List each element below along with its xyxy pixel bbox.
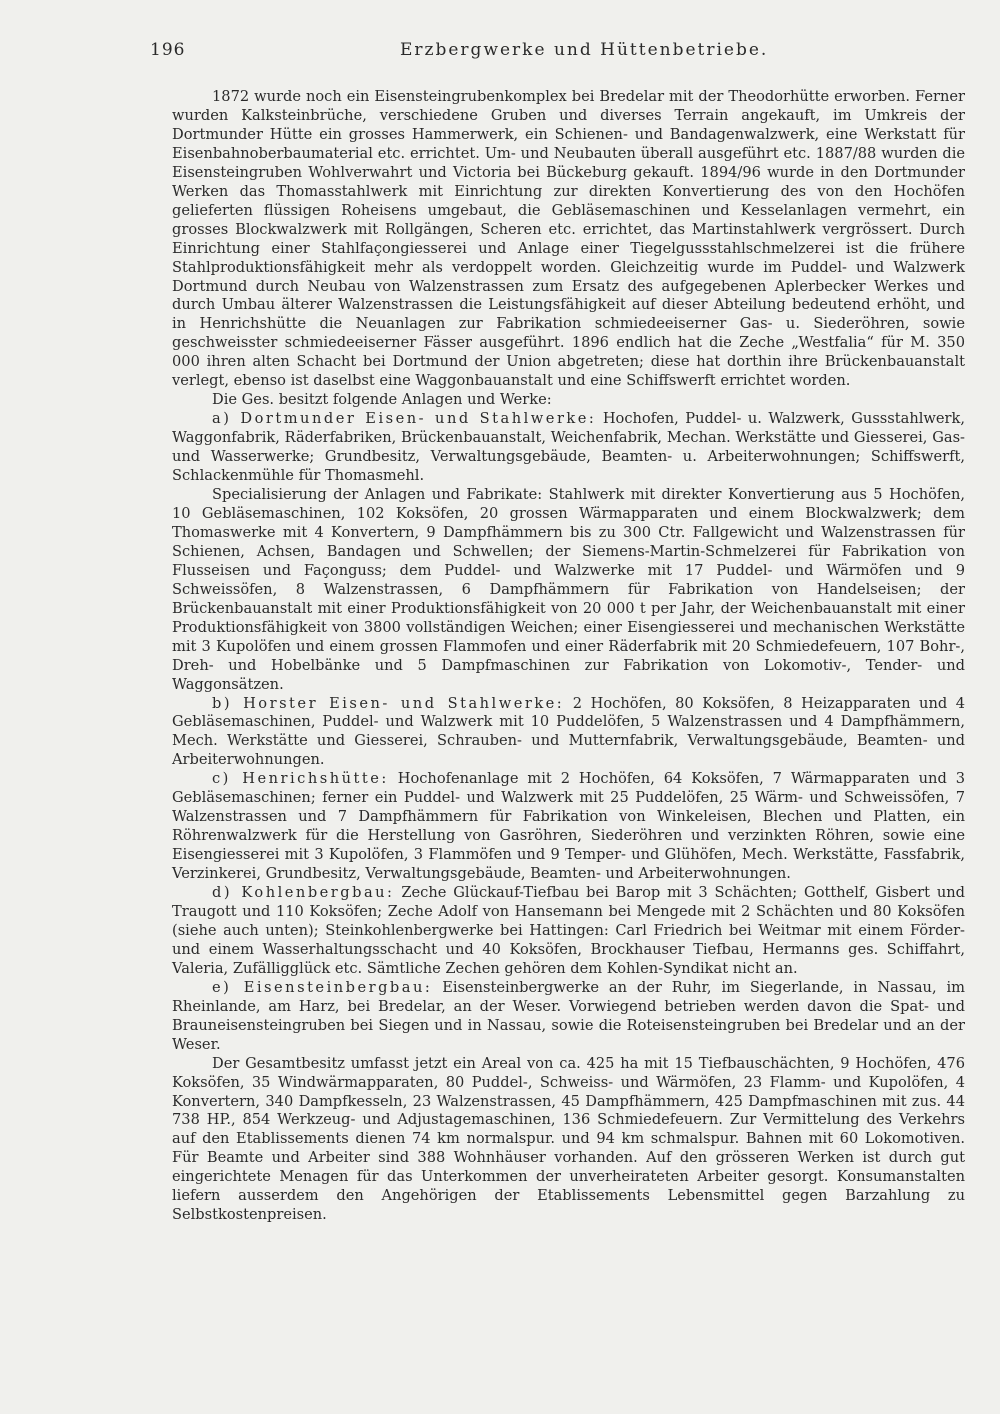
section-a [172,410,965,486]
section-d-label: d) Kohlenbergbau: [212,884,395,902]
paragraph-history: 1872 wurde noch ein Eisensteingrubenkomplex bei Bredelar mit der Theodorhütte erworben. Ferner wurden Kalksteinbrüche, verschiedene Gruben und diverses Terrain angekauft, im Umkreis der Dortmunder Hütte ein grosses Hammerwerk, ein Schienen- und Bandagenwalzwerk, eine Werkstatt für Eisenbahnoberbaumaterial etc. errichtet. Um- und Neubauten überall ausgeführt etc. 1887/88 wurden die Eisensteingruben Wohlverwahrt und Victoria bei Bückeburg gekauft. 1894/96 wurde in den Dortmunder Werken das Thomasstahlwerk mit Einrichtung zur direkten Konvertierung des von den Hochöfen gelieferten flüssigen Roheisens umgebaut, die Gebläsemaschinen und Kesselanlagen vermehrt, ein grosses Blockwalzwerk mit Rollgängen, Scheren etc. errichtet, das Martinstahlwerk vergrössert. Durch Einrichtung einer Stahlfaçongiesserei und Anlage einer Tiegelgussstahlschmelzerei ist die frühere Stahlproduktionsfähigkeit mehr als verdoppelt worden. Gleichzeitig wurde im Puddel- und Walzwerk Dortmund durch Neubau von Walzenstrassen zum Ersatz des aufgegebenen Aplerbecker Werkes und durch Umbau älterer Walzenstrassen die Leistungsfähigkeit auf dieser Abteilung bedeutend erhöht, und in Henrichshütte die Neuanlagen zur Fabrikation schmiedeeiserner Gas- u. Siederöhren, sowie geschweisster schmiedeeiserner Fässer ausgeführt. 1896 endlich hat die Zeche „Westfalia“ für M. 350 000 ihren alten Schacht bei Dortmund der Union abgetreten; diese hat dorthin ihre Brückenbauanstalt verlegt, ebenso ist daselbst eine Waggonbauanstalt und eine Schiffswerft errichtet worden. [172,88,965,390]
section-c-label: c) Henrichshütte: [212,770,389,788]
section-e [172,979,965,1055]
section-a-label: a) Dortmunder Eisen- und Stahlwerke: [212,410,597,428]
section-d [172,884,965,979]
section-a-text: Hochofen, Puddel- u. Walzwerk, Gussstahlwerk, Waggonfabrik, Räderfabriken, Brückenbauanstalt, Weichenfabrik, Mechan. Werkstätte und Giesserei, Gas- und Wasserwerke; Grundbesitz, Verwaltungsgebäude, Beamten- u. Arbeiterwohnungen; Schiffswerft, Schlackenmühle für Thomasmehl. [172,410,966,485]
paragraph-closing: Der Gesamtbesitz umfasst jetzt ein Areal von ca. 425 ha mit 15 Tiefbauschächten, 9 Hochöfen, 476 Koksöfen, 35 Windwärmapparaten, 80 Puddel-, Schweiss- und Wärmöfen, 23 Flamm- und Kupolöfen, 4 Konvertern, 340 Dampfkesseln, 23 Walzenstrassen, 45 Dampfhämmern, 425 Dampfmaschinen mit zus. 44 738 HP., 854 Werkzeug- und Adjustagemaschinen, 136 Schmiedefeuern. Zur Vermittelung des Verkehrs auf den Etablissements dienen 74 km normalspur. und 94 km schmalspur. Bahnen mit 60 Lokomotiven. Für Beamte und Arbeiter sind 388 Wohnhäuser vorhanden. Auf den grösseren Werken ist durch gut eingerichtete Menagen für das Unterkommen der unverheirateten Arbeiter gesorgt. Konsumanstalten liefern ausserdem den Angehörigen der Etablissements Lebensmittel gegen Barzahlung zu Selbstkostenpreisen. [172,1054,965,1224]
section-c [172,770,965,884]
section-e-text: Eisensteinbergwerke an der Ruhr, im Siegerlande, in Nassau, im Rheinlande, am Harz, bei Bredelar, an der Weser. Vorwiegend betrieben werden davon die Spat- und Brauneisensteingruben bei Siegen und in Nassau, sowie die Roteisensteingruben bei Bredelar und an der Weser. [172,978,965,1053]
section-b-text: 2 Hochöfen, 80 Koksöfen, 8 Heizapparaten und 4 Gebläsemaschinen, Puddel- und Walzwerk mit 10 Puddelöfen, 5 Walzenstrassen und 4 Dampfhämmern, Mech. Werkstätte und Giesserei, Schrauben- und Mutternfabrik, Verwaltungsgebäude, Beamten- und Arbeiterwohnungen. [172,694,966,769]
paragraph-intro-list: Die Ges. besitzt folgende Anlagen und Werke: [212,391,552,409]
section-e-label: e) Eisensteinbergbau: [212,978,433,996]
body-text [172,88,965,1225]
running-head [150,40,940,64]
section-b [172,695,965,771]
running-title: Erzbergwerke und Hüttenbetriebe. [400,40,769,60]
page-number: 196 [150,40,186,60]
section-d-text: Zeche Glückauf-Tiefbau bei Barop mit 3 Schächten; Gotthelf, Gisbert und Traugott und 110 Koksöfen; Zeche Adolf von Hansemann bei Mengede mit 2 Schächten und 80 Koksöfen (siehe auch unten); Steinkohlenbergwerke bei Hattingen: Carl Friedrich bei Weitmar mit einem Förder- und einem Wasserhaltungsschacht und 40 Koksöfen, Brockhauser Tiefbau, Hermanns ges. Schiffahrt, Valeria, Zufälligglück etc. Sämtliche Zechen gehören dem Kohlen-Syndikat nicht an. [172,884,965,977]
section-b-label: b) Horster Eisen- und Stahlwerke: [212,694,565,712]
section-c-text: Hochofenanlage mit 2 Hochöfen, 64 Koksöfen, 7 Wärmapparaten und 3 Gebläsemaschinen; ferner ein Puddel- und Walzwerk mit 25 Puddelöfen, 25 Wärm- und Schweissöfen, 7 Walzenstrassen und 7 Dampfhämmern für Fabrikation von Winkeleisen, Blechen und Platten, ein Röhrenwalzwerk für die Herstellung von Gasröhren, Siederöhren und verzinkten Röhren, sowie eine Eisengiesserei mit 3 Kupolöfen, 3 Flammöfen und 9 Temper- und Glühöfen, Mech. Werkstätte, Fassfabrik, Verzinkerei, Grundbesitz, Verwaltungsgebäude, Beamten- und Arbeiterwohnungen. [172,770,965,883]
paragraph-specialization: Specialisierung der Anlagen und Fabrikate: Stahlwerk mit direkter Konvertierung aus 5 Hochöfen, 10 Gebläsemaschinen, 102 Koksöfen, 20 grossen Wärmapparaten und einem Blockwalzwerk; dem Thomaswerke mit 4 Konvertern, 9 Dampfhämmern bis zu 300 Ctr. Fallgewicht und Walzenstrassen für Schienen, Achsen, Bandagen und Schwellen; der Siemens-Martin-Schmelzerei für Fabrikation von Flusseisen und Façonguss; dem Puddel- und Walzwerke mit 17 Puddel- und Wärmöfen und 9 Schweissöfen, 8 Walzenstrassen, 6 Dampfhämmern für Fabrikation von Handelseisen; der Brückenbauanstalt mit einer Produktionsfähigkeit von 20 000 t per Jahr, der Weichenbauanstalt mit einer Produktionsfähigkeit von 3800 vollständigen Weichen; einer Eisengiesserei und mechanischen Werkstätte mit 3 Kupolöfen und einem grossen Flammofen und einer Räderfabrik mit 20 Schmiedefeuern, 107 Bohr-, Dreh- und Hobelbänke und 5 Dampfmaschinen zur Fabrikation von Lokomotiv-, Tender- und Waggonsätzen. [172,486,965,693]
